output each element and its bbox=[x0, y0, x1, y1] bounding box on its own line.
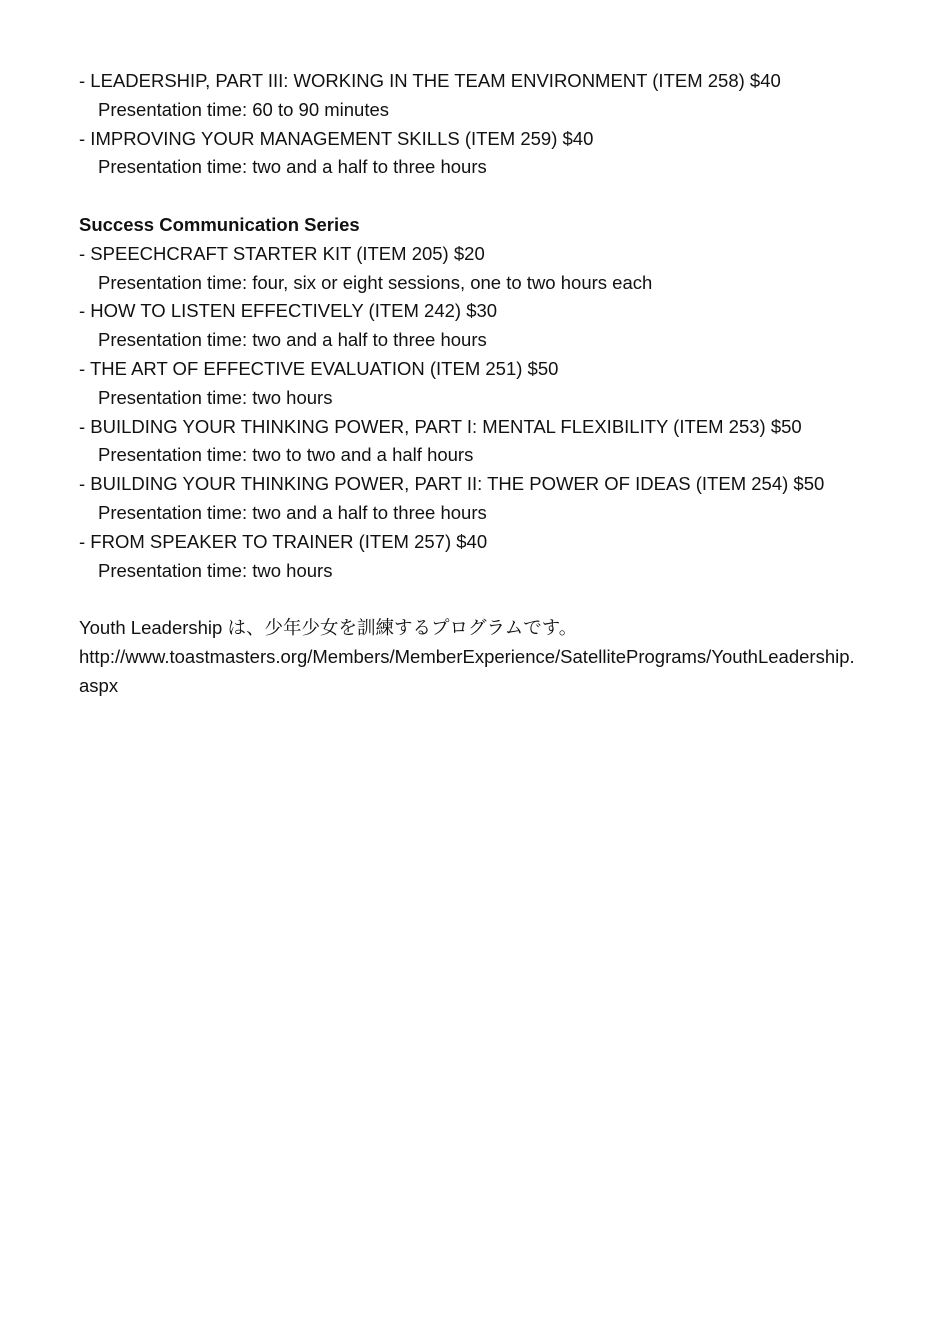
item-title: - THE ART OF EFFECTIVE EVALUATION (ITEM 251) $50 bbox=[79, 357, 559, 379]
success-communication-series bbox=[79, 211, 899, 585]
spacer bbox=[79, 585, 899, 614]
item-title: - HOW TO LISTEN EFFECTIVELY (ITEM 242) $30 bbox=[79, 300, 498, 322]
intro-item-list bbox=[79, 67, 899, 182]
youth-leadership-url: http://www.toastmasters.org/Members/MemberExperience/SatellitePrograms/YouthLeadership. bbox=[79, 645, 855, 667]
item-title: - IMPROVING YOUR MANAGEMENT SKILLS (ITEM 259) $40 bbox=[79, 127, 594, 149]
document-page bbox=[79, 67, 899, 701]
item-presentation-time: Presentation time: two hours bbox=[98, 386, 333, 408]
item-title: - SPEECHCRAFT STARTER KIT (ITEM 205) $20 bbox=[79, 242, 485, 264]
series-item bbox=[79, 297, 899, 355]
item-presentation-time: Presentation time: two to two and a half hours bbox=[98, 444, 474, 466]
series-item bbox=[79, 240, 899, 298]
series-item bbox=[79, 528, 899, 586]
youth-leadership-text: Youth Leadership は、少年少女を訓練するプログラムです。 bbox=[79, 617, 578, 639]
item-presentation-time: Presentation time: 60 to 90 minutes bbox=[98, 98, 390, 120]
item-presentation-time: Presentation time: four, six or eight sessions, one to two hours each bbox=[98, 271, 653, 293]
series-item bbox=[79, 413, 899, 471]
item-presentation-time: Presentation time: two and a half to three hours bbox=[98, 156, 487, 178]
item-presentation-time: Presentation time: two and a half to three hours bbox=[98, 501, 487, 523]
item-title: - FROM SPEAKER TO TRAINER (ITEM 257) $40 bbox=[79, 530, 488, 552]
item-presentation-time: Presentation time: two hours bbox=[98, 559, 333, 581]
series-heading: Success Communication Series bbox=[79, 213, 360, 235]
youth-leadership-url-continued: aspx bbox=[79, 674, 119, 696]
item-title: - LEADERSHIP, PART III: WORKING IN THE TEAM ENVIRONMENT (ITEM 258) $40 bbox=[79, 70, 781, 91]
series-item bbox=[79, 355, 899, 413]
series-item bbox=[79, 470, 899, 528]
intro-item bbox=[79, 125, 899, 183]
youth-leadership-section bbox=[79, 614, 899, 700]
spacer bbox=[79, 182, 899, 211]
item-title: - BUILDING YOUR THINKING POWER, PART II: THE POWER OF IDEAS (ITEM 254) $50 bbox=[79, 473, 825, 495]
item-presentation-time: Presentation time: two and a half to three hours bbox=[98, 329, 487, 351]
intro-item bbox=[79, 67, 899, 125]
item-title: - BUILDING YOUR THINKING POWER, PART I: MENTAL FLEXIBILITY (ITEM 253) $50 bbox=[79, 415, 802, 437]
